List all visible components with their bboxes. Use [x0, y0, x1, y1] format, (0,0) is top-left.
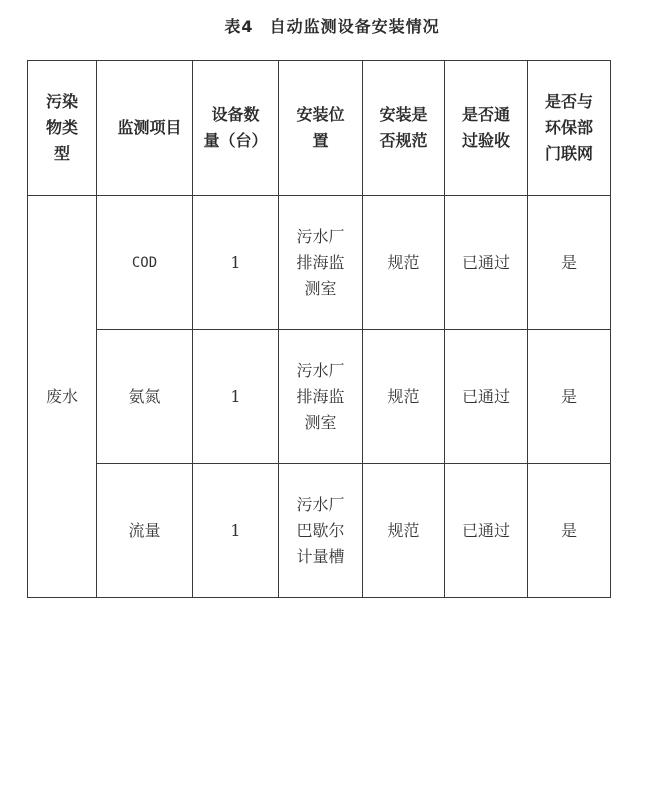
header-device-count: 设备数 量（台） — [193, 61, 279, 196]
network-cell: 是 — [528, 330, 611, 464]
acceptance-cell: 已通过 — [445, 464, 528, 598]
install-standard-cell: 规范 — [363, 464, 445, 598]
header-install-standard: 安装是 否规范 — [363, 61, 445, 196]
install-standard-cell: 规范 — [363, 196, 445, 330]
header-pollutant-type: 污染 物类 型 — [28, 61, 97, 196]
header-acceptance: 是否通 过验收 — [445, 61, 528, 196]
header-network: 是否与 环保部 门联网 — [528, 61, 611, 196]
monitoring-equipment-table — [27, 60, 611, 598]
table-row — [28, 196, 611, 330]
header-monitoring-item: 监测项目 — [97, 61, 193, 196]
install-location-cell: 污水厂 排海监 测室 — [279, 330, 363, 464]
acceptance-cell: 已通过 — [445, 196, 528, 330]
network-cell: 是 — [528, 464, 611, 598]
acceptance-cell: 已通过 — [445, 330, 528, 464]
device-count-cell: 1 — [193, 196, 279, 330]
network-cell: 是 — [528, 196, 611, 330]
table-title: 自动监测设备安装情况 — [269, 17, 440, 36]
device-count-cell: 1 — [193, 464, 279, 598]
table-row — [28, 464, 611, 598]
header-row — [28, 61, 611, 196]
install-standard-cell: 规范 — [363, 330, 445, 464]
monitoring-item-cell: 流量 — [97, 464, 193, 598]
pollutant-type-cell: 废水 — [28, 196, 97, 598]
install-location-cell: 污水厂 排海监 测室 — [279, 196, 363, 330]
monitoring-item-cell: 氨氮 — [97, 330, 193, 464]
table-row — [28, 330, 611, 464]
table-caption — [0, 14, 664, 37]
install-location-cell: 污水厂 巴歇尔 计量槽 — [279, 464, 363, 598]
device-count-cell: 1 — [193, 330, 279, 464]
header-install-location: 安装位 置 — [279, 61, 363, 196]
table-number: 表4 — [224, 17, 254, 36]
monitoring-item-cell: COD — [97, 196, 193, 330]
